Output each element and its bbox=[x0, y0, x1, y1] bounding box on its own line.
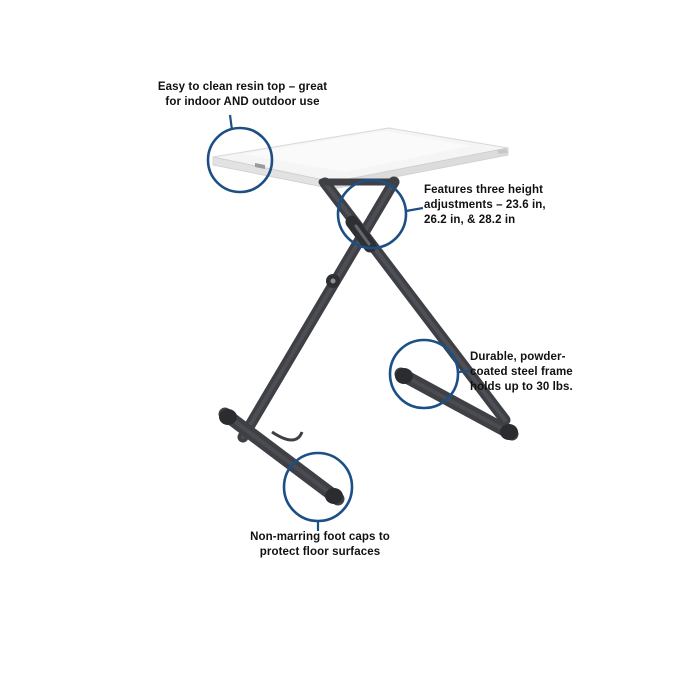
callout-text-foot-caps: Non-marring foot caps to protect floor surfaces bbox=[250, 531, 390, 559]
callout-text-height-adjustments: Features three height adjustments – 23.6 in, 26.2 in, & 28.2 in bbox=[424, 184, 546, 227]
callout-leader-height bbox=[406, 208, 423, 211]
table-frame bbox=[219, 182, 518, 504]
callout-text-resin-top: Easy to clean resin top – great for indoor AND outdoor use bbox=[157, 81, 328, 109]
foot-cap-left-rear bbox=[219, 409, 237, 425]
foot-bar-left-highlight bbox=[225, 414, 338, 499]
leg-left-highlight bbox=[243, 182, 394, 437]
foot-cap-right-front bbox=[500, 424, 518, 440]
callout-leader-frame bbox=[458, 371, 470, 372]
foot-cap-left-front bbox=[325, 488, 343, 504]
cross-brace-wire bbox=[272, 432, 302, 440]
callout-text-steel-frame: Durable, powder-coated steel frame holds up to 30 lbs. bbox=[470, 351, 573, 394]
foot-cap-right-rear bbox=[395, 368, 413, 384]
callout-leader-resin-top bbox=[230, 115, 232, 130]
x-pivot-bolt bbox=[331, 279, 336, 284]
